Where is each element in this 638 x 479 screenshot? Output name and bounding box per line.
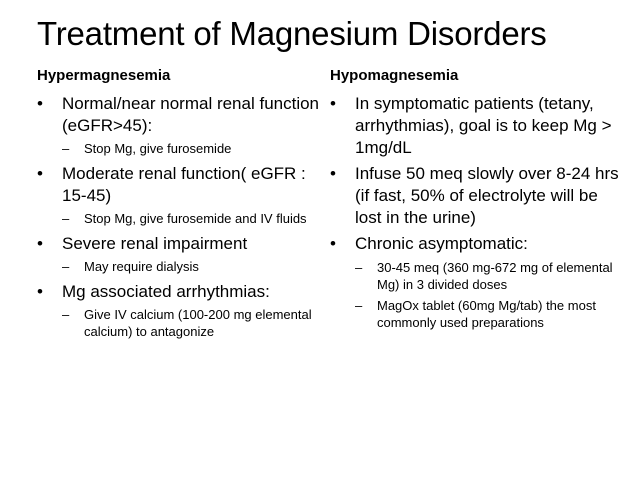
- sub-bullet: – 30-45 meq (360 mg-672 mg of elemental Mg) in 3 divided doses: [355, 259, 620, 293]
- slide-title: Treatment of Magnesium Disorders: [37, 15, 547, 52]
- bullet-moderate-renal-function: [37, 163, 322, 227]
- bullet-text: Mg associated arrhythmias:: [62, 282, 270, 301]
- bullet-symptomatic-patients: [330, 93, 620, 159]
- bullet-severe-renal-impairment: [37, 233, 322, 275]
- bullet-text: Moderate renal function( eGFR : 15-45): [62, 164, 306, 205]
- sub-bullet: – Stop Mg, give furosemide: [62, 140, 322, 157]
- sub-bullet: – May require dialysis: [62, 258, 322, 275]
- hypermagnesemia-heading: Hypermagnesemia: [37, 67, 171, 84]
- bullet-infuse: [330, 163, 620, 229]
- bullet-normal-renal-function: [37, 93, 322, 157]
- bullet-text: Normal/near normal renal function (eGFR>45):: [62, 94, 320, 135]
- hypomagnesemia-column: [330, 66, 620, 337]
- hypomagnesemia-heading: Hypomagnesemia: [330, 67, 459, 84]
- bullet-mg-arrhythmias: [37, 281, 322, 340]
- hypermagnesemia-column: [37, 66, 322, 346]
- sub-bullet: – Give IV calcium (100-200 mg elemental calcium) to antagonize: [62, 306, 322, 340]
- bullet-text: Severe renal impairment: [62, 234, 248, 253]
- bullet-text: Infuse 50 meq slowly over 8-24 hrs (if fast, 50% of electrolyte will be lost in the urine): [355, 164, 619, 227]
- bullet-text: Chronic asymptomatic:: [355, 234, 528, 253]
- sub-bullet: – Stop Mg, give furosemide and IV fluids: [62, 210, 322, 227]
- bullet-text: In symptomatic patients (tetany, arrhythmias), goal is to keep Mg > 1mg/dL: [355, 94, 612, 157]
- bullet-chronic-asymptomatic: [330, 233, 620, 331]
- sub-bullet: – MagOx tablet (60mg Mg/tab) the most commonly used preparations: [355, 297, 620, 331]
